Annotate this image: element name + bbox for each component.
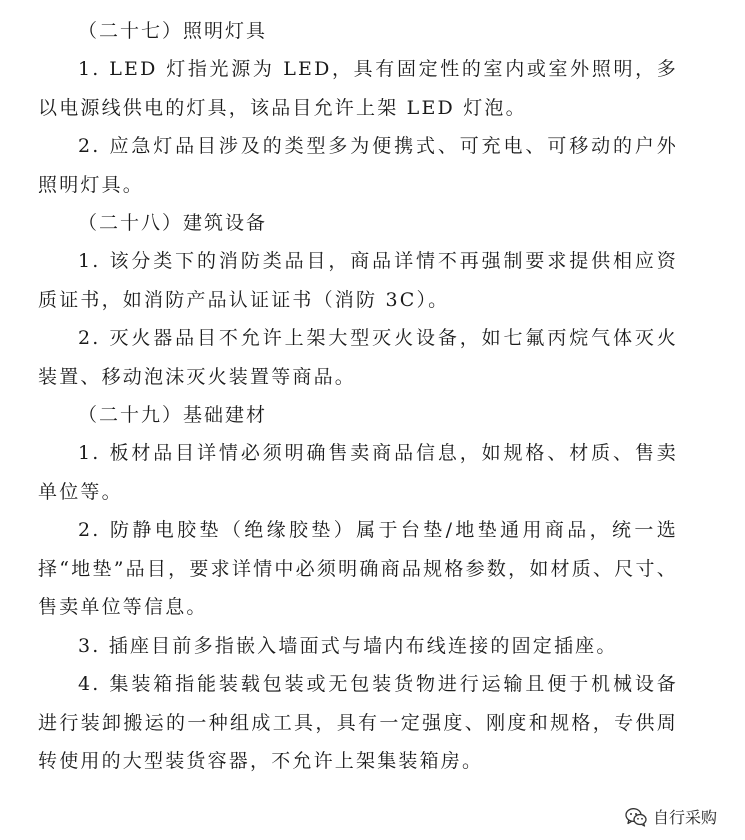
watermark (625, 805, 717, 828)
paragraph: 2. 灭火器品目不允许上架大型灭火设备，如七氟丙烷气体灭火装置、移动泡沫灭火装置等商品。 (38, 327, 678, 388)
paragraph: 1. 板材品目详情必须明确售卖商品信息，如规格、材质、售卖单位等。 (38, 442, 678, 503)
section-heading: （二十七）照明灯具 (78, 20, 268, 42)
section-lighting (38, 12, 678, 204)
paragraph: 2. 应急灯品目涉及的类型多为便携式、可充电、可移动的户外照明灯具。 (38, 135, 678, 196)
paragraph: 2. 防静电胶垫（绝缘胶垫）属于台垫/地垫通用商品，统一选择“地垫”品目，要求详情中必须明确商品规格参数，如材质、尺寸、售卖单位等信息。 (38, 519, 678, 618)
wechat-icon (625, 807, 647, 827)
paragraph: 1. 该分类下的消防类品目，商品详情不再强制要求提供相应资质证书，如消防产品认证证书（消防 3C）。 (38, 250, 678, 311)
section-building-equipment (38, 204, 678, 396)
section-heading: （二十八）建筑设备 (78, 212, 268, 234)
watermark-text: 自行采购 (652, 808, 717, 827)
document-body (38, 12, 678, 781)
section-building-materials (38, 396, 678, 781)
paragraph: 3. 插座目前多指嵌入墙面式与墙内布线连接的固定插座。 (78, 634, 618, 657)
paragraph: 1. LED 灯指光源为 LED，具有固定性的室内或室外照明，多以电源线供电的灯具，该品目允许上架 LED 灯泡。 (38, 58, 678, 119)
section-heading: （二十九）基础建材 (78, 404, 268, 426)
paragraph: 4. 集装箱指能装载包装或无包装货物进行运输且便于机械设备进行装卸搬运的一种组成工具，具有一定强度、刚度和规格，专供周转使用的大型装货容器，不允许上架集装箱房。 (38, 673, 678, 772)
